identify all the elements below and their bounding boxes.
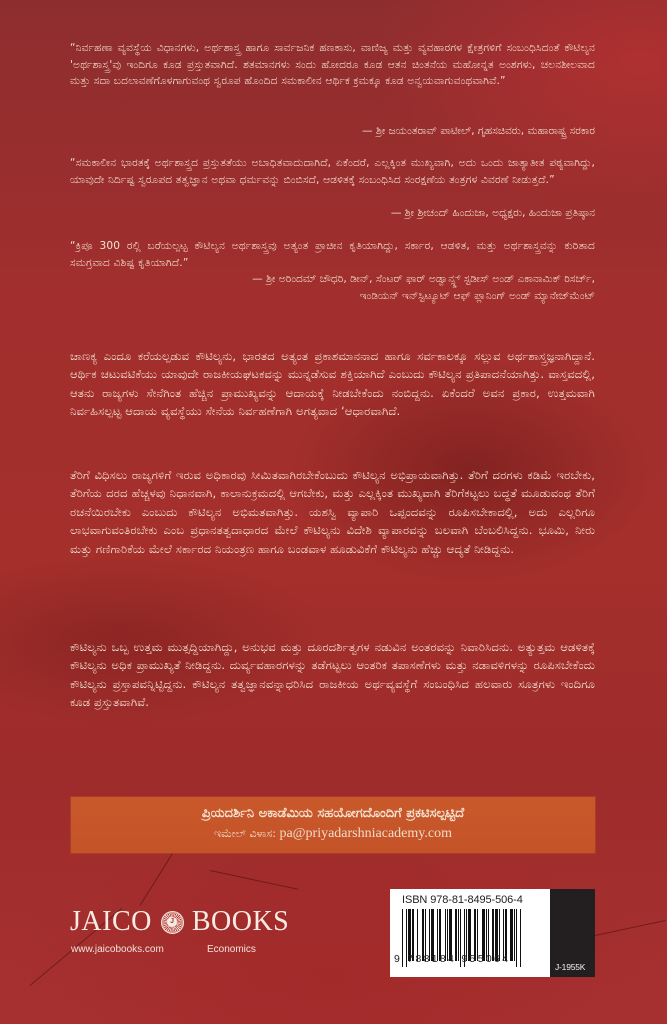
texture-crack — [210, 870, 298, 890]
testimonial-3-attribution-line2: ಇಂಡಿಯನ್ ಇನ್‌ಸ್ಟಿಟ್ಯೂಟ್ ಆಫ್ ಪ್ಲಾನಿಂಗ್ ಅಂಡ್ ಮ್ಯಾನೇಜ್‌ಮೆಂಟ್ — [359, 289, 595, 302]
blurb-paragraph-1: ಚಾಣಕ್ಯ ಎಂದೂ ಕರೆಯಲ್ಪಡುವ ಕೌಟಿಲ್ಯನು, ಭಾರತದ ಅತ್ಯಂತ ಪ್ರಕಾಶಮಾನನಾದ ಹಾಗೂ ಸರ್ವಕಾಲಕ್ಕೂ ಸಲ್ಲುವ ಅರ್ಥಶಾಸ್ತ್ರಜ್ಞನಾಗಿದ್ದಾನೆ. ಆರ್ಥಿಕ ಚಟುವಟಿಕೆಯು ಯಾವುದೇ ರಾಜಕೀಯಘಟಕವನ್ನು ಮುನ್ನಡೆಸುವ ಶಕ್ತಿಯಾಗಿದೆ ಎಂಬುದು ಕೌಟಿಲ್ಯನ ಪ್ರತಿಪಾದನೆಯಾಗಿತ್ತು. ವಾಸ್ತವದಲ್ಲಿ, ಆತನು ರಾಜ್ಯಗಳು ಸೇನೆಗಿಂತ ಹೆಚ್ಚಿನ ಪ್ರಾಮುಖ್ಯವನ್ನು ಆದಾಯಕ್ಕೆ ನೀಡಬೇಕೆಂದು ನಂಬಿದ್ದನು. ಏಕೆಂದರೆ ಅವನ ಪ್ರಕಾರ, ಉತ್ತಮವಾಗಿ ನಿರ್ವಹಿಸಲ್ಪಟ್ಟ ಆದಾಯ ವ್ಯವಸ್ಥೆಯು ಸೇನೆಯ ನಿರ್ವಹಣೆಗಾಗಿ ಅಗತ್ಯವಾದ ‘ಆಧಾರವಾಗಿದೆ. — [70, 349, 595, 419]
isbn-label: ISBN 978-81-8495-506-4 — [402, 894, 523, 906]
testimonial-1-quote: “ನಿರ್ವಹಣಾ ವ್ಯವಸ್ಥೆಯ ವಿಧಾನಗಳು, ಅರ್ಥಶಾಸ್ತ್ರ ಹಾಗೂ ಸಾರ್ವಜನಿಕ ಹಣಕಾಸು, ವಾಣಿಜ್ಯ ಮತ್ತು ವ್ಯವಹಾರಗಳ ಕ್ಷೇತ್ರಗಳಿಗೆ ಸಂಬಂಧಿಸಿದಂತೆ ಕೌಟಿಲ್ಯನ 'ಅರ್ಥಶಾಸ್ತ್ರ'ವು ಇಂದಿಗೂ ಕೂಡ ಪ್ರಸ್ತುತವಾಗಿದೆ. ಶತಮಾನಗಳು ಸಂದು ಹೋದರೂ ಕೂಡ ಆತನ ಚಿಂತನೆಯ ಮಹೋನ್ನತ ಅಂಶಗಳು, ಚಲನಶೀಲವಾದ ಮತ್ತು ಸದಾ ಬದಲಾವಣೆಗೊಳಗಾಗುವಂಥ ಸ್ವರೂಪ ಹೊಂದಿದ ಸಮಕಾಲೀನ ಆರ್ಥಿಕ ಕ್ರಮಕ್ಕೂ ಕೂಡ ಅನ್ವಯವಾಗುವಂಥವಾಗಿವೆ.” — [70, 42, 595, 87]
catalog-code-box — [550, 889, 595, 977]
testimonial-1-attribution: — ಶ್ರೀ ಜಯಂತರಾವ್ ಪಾಟೀಲ್, ಗೃಹಸಚಿವರು, ಮಹಾರಾಷ್ಟ್ರ ಸರಕಾರ — [362, 125, 595, 137]
testimonial-3-attribution-line1: — ಶ್ರೀ ಅರಿಂದಮ್ ಚೌಧರಿ, ಡೀನ್, ಸೆಂಟರ್ ಫಾರ್ ಅಡ್ವಾನ್ಸ್ಡ್ ಸ್ಟಡೀಸ್ ಅಂಡ್ ಎಕಾನಾಮಿಕ್ ರಿಸರ್ಚ್, — [252, 273, 595, 285]
publisher-website[interactable]: www.jaicobooks.com — [71, 944, 164, 955]
publication-banner — [71, 797, 595, 853]
email-label: ಇಮೇಲ್ ವಿಳಾಸ: — [214, 827, 276, 840]
emblem-letter: J — [167, 917, 177, 927]
testimonial-3-attribution — [70, 271, 595, 304]
jaico-wheel-emblem-icon — [161, 911, 184, 934]
email-address[interactable]: pa@priyadarshniacademy.com — [279, 826, 452, 841]
barcode-digits: 9 788184 955064 — [394, 953, 511, 965]
logo-text-books: BOOKS — [191, 906, 290, 937]
logo-text-jaico: JAICO — [70, 906, 152, 937]
testimonial-2-quote: “ಸಮಕಾಲೀನ ಭಾರತಕ್ಕೆ ಅರ್ಥಶಾಸ್ತ್ರದ ಪ್ರಸ್ತುತತೆಯು ಅಬಾಧಿತವಾದುದಾಗಿದೆ, ಏಕೆಂದರೆ, ಎಲ್ಲಕ್ಕಿಂತ ಮುಖ್ಯವಾಗಿ, ಅದು ಒಂದು ಜಾತ್ಯಾತೀತ ಪಠ್ಯವಾಗಿದ್ದು, ಯಾವುದೇ ನಿರ್ದಿಷ್ಟ ಸ್ವರೂಪದ ತತ್ವಜ್ಞಾನ ಅಥವಾ ಧರ್ಮವನ್ನು ಬಿಂಬಿಸದೆ, ಆಡಳಿತಕ್ಕೆ ಸಂಬಂಧಿಸಿದ ಸಂರಕ್ಷಣೆಯ ತಂತ್ರಗಳ ವಿವರಣೆ ನೀಡುತ್ತದೆ.” — [70, 157, 595, 186]
isbn-barcode — [390, 889, 550, 977]
texture-crack — [595, 920, 666, 936]
catalog-code: J-1955K — [555, 962, 586, 972]
blurb-paragraph-2: ತೆರಿಗೆ ವಿಧಿಸಲು ರಾಜ್ಯಗಳಿಗೆ ಇರುವ ಅಧಿಕಾರವು ಸೀಮಿತವಾಗಿರಬೇಕೆಂಬುದು ಕೌಟಿಲ್ಯನ ಅಭಿಪ್ರಾಯವಾಗಿತ್ತು. ತೆರಿಗೆ ದರಗಳು ಕಡಿಮೆ ಇರಬೇಕು, ತೆರಿಗೆಯ ದರದ ಹೆಚ್ಚಳವು ನಿಧಾನವಾಗಿ, ಕಾಲಾನುಕ್ರಮದಲ್ಲಿ ಆಗಬೇಕು, ಮತ್ತು ಎಲ್ಲಕ್ಕಿಂತ ಮುಖ್ಯವಾಗಿ ತೆರಿಗೆಕಟ್ಟಲು ಬದ್ಧತೆ ಮೂಡುವಂಥ ತೆರಿಗೆ ರಚನೆಯಿರಬೇಕು ಎಂಬುದು ಕೌಟಿಲ್ಯನ ಅಭಿಮತವಾಗಿತ್ತು. ಯಶಸ್ವಿ ವ್ಯಾಪಾರಿ ಒಪ್ಪಂದವನ್ನು ರೂಪಿಸಬೇಕಾದಲ್ಲಿ, ಅದು ಎಲ್ಲರಿಗೂ ಲಾಭವಾಗುವಂತಿರಬೇಕು ಎಂಬ ಪ್ರಧಾನತತ್ವದಾಧಾರದ ಮೇಲೆ ಕೌಟಿಲ್ಯನು ವಿದೇಶಿ ವ್ಯಾಪಾರವನ್ನು ಬಲವಾಗಿ ಬೆಂಬಲಿಸಿದ್ದನು. ಭೂಮಿ, ನೀರು ಮತ್ತು ಗಣಿಗಾರಿಕೆಯ ಮೇಲೆ ಸರ್ಕಾರದ ನಿಯಂತ್ರಣ ಹಾಗೂ ಬಂಡವಾಳ ಹೂಡುವಿಕೆಗೆ ಕೌಟಿಲ್ಯನು ಹೆಚ್ಚು ಆದ್ಯತೆ ನೀಡಿದ್ದನು. — [70, 468, 595, 556]
publisher-logo — [70, 907, 289, 937]
banner-title: ಪ್ರಿಯದರ್ಶಿನಿ ಅಕಾಡೆಮಿಯ ಸಹಯೋಗದೊಂದಿಗೆ ಪ್ರಕಟಿಸಲ್ಪಟ್ಟಿದೆ — [201, 806, 465, 821]
testimonial-2-attribution: — ಶ್ರೀ ಶ್ರೀಚಂದ್ ಹಿಂದುಜಾ, ಅಧ್ಯಕ್ಷರು, ಹಿಂದುಜಾ ಪ್ರತಿಷ್ಠಾನ — [390, 207, 595, 219]
blurb-paragraph-3: ಕೌಟಿಲ್ಯನು ಒಬ್ಬ ಉತ್ತಮ ಮುತ್ಸದ್ದಿಯಾಗಿದ್ದು, ಅನುಭವ ಮತ್ತು ದೂರದರ್ಶಿತ್ವಗಳ ನಡುವಿನ ಅಂತರವನ್ನು ನಿವಾರಿಸಿದನು. ಅತ್ಯುತ್ತಮ ಆಡಳಿತಕ್ಕೆ ಕೌಟಿಲ್ಯನು ಅಧಿಕ ಪ್ರಾಮುಖ್ಯತೆ ನೀಡಿದ್ದನು. ದುರ್ವ್ಯವಹಾರಗಳನ್ನು ತಡೆಗಟ್ಟಲು ಆಂತರಿಕ ತಪಾಸಣೆಗಳು ಮತ್ತು ನಡಾವಳಿಗಳನ್ನು ರೂಪಿಸಬೇಕೆಂದು ಕೌಟಿಲ್ಯನು ಪ್ರಸ್ತಾಪವನ್ನಿಟ್ಟಿದ್ದನು. ಕೌಟಿಲ್ಯನ ತತ್ವಜ್ಞಾನವನ್ನಾಧರಿಸಿದ ರಾಜಕೀಯ ಅರ್ಥವ್ಯವಸ್ಥೆಗೆ ಸಂಬಂಧಿಸಿದ ಹಲವಾರು ಸೂತ್ರಗಳು ಇಂದಿಗೂ ಕೂಡ ಪ್ರಸ್ತುತವಾಗಿವೆ. — [70, 640, 595, 710]
banner-email-line — [71, 825, 595, 843]
testimonial-3-quote: “ಕ್ರಿಪೂ 300 ರಲ್ಲಿ ಬರೆಯಲ್ಪಟ್ಟ ಕೌಟಿಲ್ಯನ ಅರ್ಥಶಾಸ್ತ್ರವು ಅತ್ಯಂತ ಪ್ರಾಚೀನ ಕೃತಿಯಾಗಿದ್ದು, ಸರ್ಕಾರ, ಆಡಳಿತ, ಮತ್ತು ಅರ್ಥಶಾಸ್ತ್ರವನ್ನು ಕುರಿತಾದ ಸಮಗ್ರವಾದ ವಿಶಿಷ್ಟ ಕೃತಿಯಾಗಿದೆ.” — [70, 240, 595, 269]
book-category: Economics — [207, 944, 256, 955]
